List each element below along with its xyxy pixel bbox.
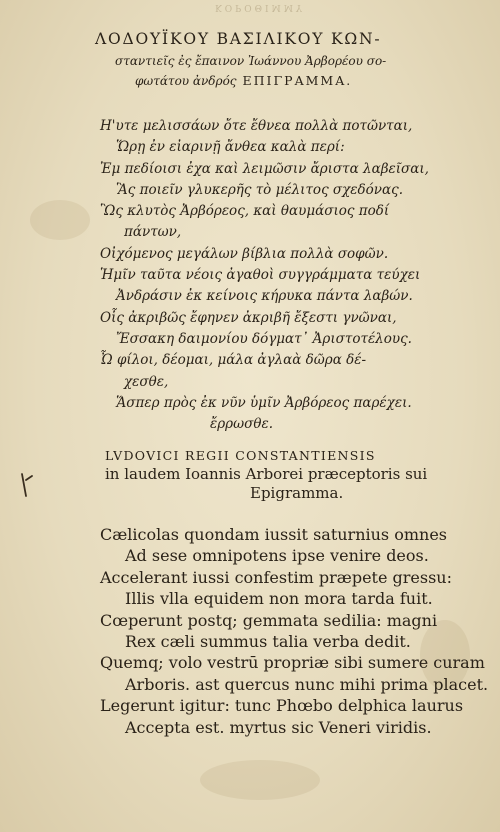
latin-poem-line: Rex cæli summus talia verba dedit. [125,632,411,652]
greek-poem-line: Ὥρῃ ἐν εἰαρινῇ ἄνθεα καλὰ περί: [116,139,345,156]
latin-poem-line: Illis vlla equidem non mora tarda fuit. [125,589,433,609]
greek-heading-epigram-label: ΕΠΙΓΡΑΜΜΑ. [242,73,353,88]
greek-poem-line: Ὦ φίλοι, δέομαι, μάλα ἀγλαὰ δῶρα δέ- [100,352,367,369]
greek-poem-line: πάντων, [124,224,182,241]
greek-poem [100,116,480,435]
greek-poem-line: Ἃς ποιεῖν γλυκερῆς τὸ μέλιτος σχεδόνας. [116,181,403,198]
greek-poem-line: Ἡμῖν ταῦτα νέοις ἀγαθοὶ συγγράμματα τεύχει [100,267,421,284]
greek-poem-line: Ἅσπερ πρὸς ἐκ νῦν ὑμῖν Ἀρβόρεος παρέχει. [116,394,412,411]
latin-poem-line: Cœperunt postq; gemmata sedilia: magni [100,610,438,630]
greek-poem-line: Ἀνδράσιν ἐκ κείνοις κήρυκα πάντα λαβών. [116,288,413,305]
greek-poem-line: Ὣς κλυτὸς Ἀρβόρεος, καὶ θαυμάσιος ποδί [100,203,390,220]
greek-poem-closing: ἔρρωσθε. [210,416,274,433]
greek-heading-line-3-italic: φωτάτου ἀνδρός [135,74,237,88]
greek-poem-line: Οἷς ἀκριβῶς ἔφηνεν ἀκριβῆ ἔξεστι γνῶναι, [100,309,397,326]
latin-poem-line: Accelerant iussi confestim præpete gressu: [100,567,452,587]
greek-poem-line: Ἔσσακη δαιμονίου δόγματ᾽ Ἀριστοτέλους. [116,330,412,347]
greek-poem-line: Οἰχόμενος μεγάλων βίβλια πολλὰ σοφῶν. [100,245,389,262]
latin-heading-line-1: LVDOVICI REGII CONSTANTIENSIS [105,448,376,463]
latin-heading-line-2: in laudem Ioannis Arborei præceptoris sui [105,465,428,483]
greek-heading-line-1: ΛΟΔΟΥΪΚΟΥ ΒΑΣΙΛΙΚΟΥ ΚΩΝ- [95,30,382,48]
manuscript-mark-icon [18,470,38,500]
foxing-stain [200,760,320,800]
latin-heading [105,448,485,502]
greek-heading-line-3 [95,73,475,88]
latin-poem [100,524,490,738]
latin-poem-line: Legerunt igitur: tunc Phœbo delphica laurus [100,696,464,716]
latin-poem-line: Arboris. ast quercus nunc mihi prima placet. [125,674,489,694]
greek-poem-line: Η'υτε μελισσάων ὄτε ἔθνεα πολλὰ ποτῶνται, [100,118,413,134]
foxing-stain [30,200,90,240]
latin-poem-line: Cælicolas quondam iussit saturnius omnes [100,525,448,544]
greek-poem-line: Ἐμ πεδίοισι ἐχα καὶ λειμῶσιν ἄριστα λαβεῖσαι, [100,160,429,177]
bleed-through-text: ΚΟΡΟΘΙΜΜΥ [215,2,305,12]
latin-poem-line: Quemq; volo vestrū propriæ sibi sumere curam [100,653,485,673]
greek-poem-line: χεσθε, [124,373,169,390]
latin-poem-line: Ad sese omnipotens ipse venire deos. [125,546,429,566]
latin-poem-line: Accepta est. myrtus sic Veneri viridis. [125,717,432,737]
latin-heading-line-3: Epigramma. [250,484,344,502]
greek-heading-line-2: σταντιεῖς ἐς ἔπαινον Ἰωάννου Ἀρβορέου σο- [115,54,387,68]
greek-heading [95,30,475,88]
